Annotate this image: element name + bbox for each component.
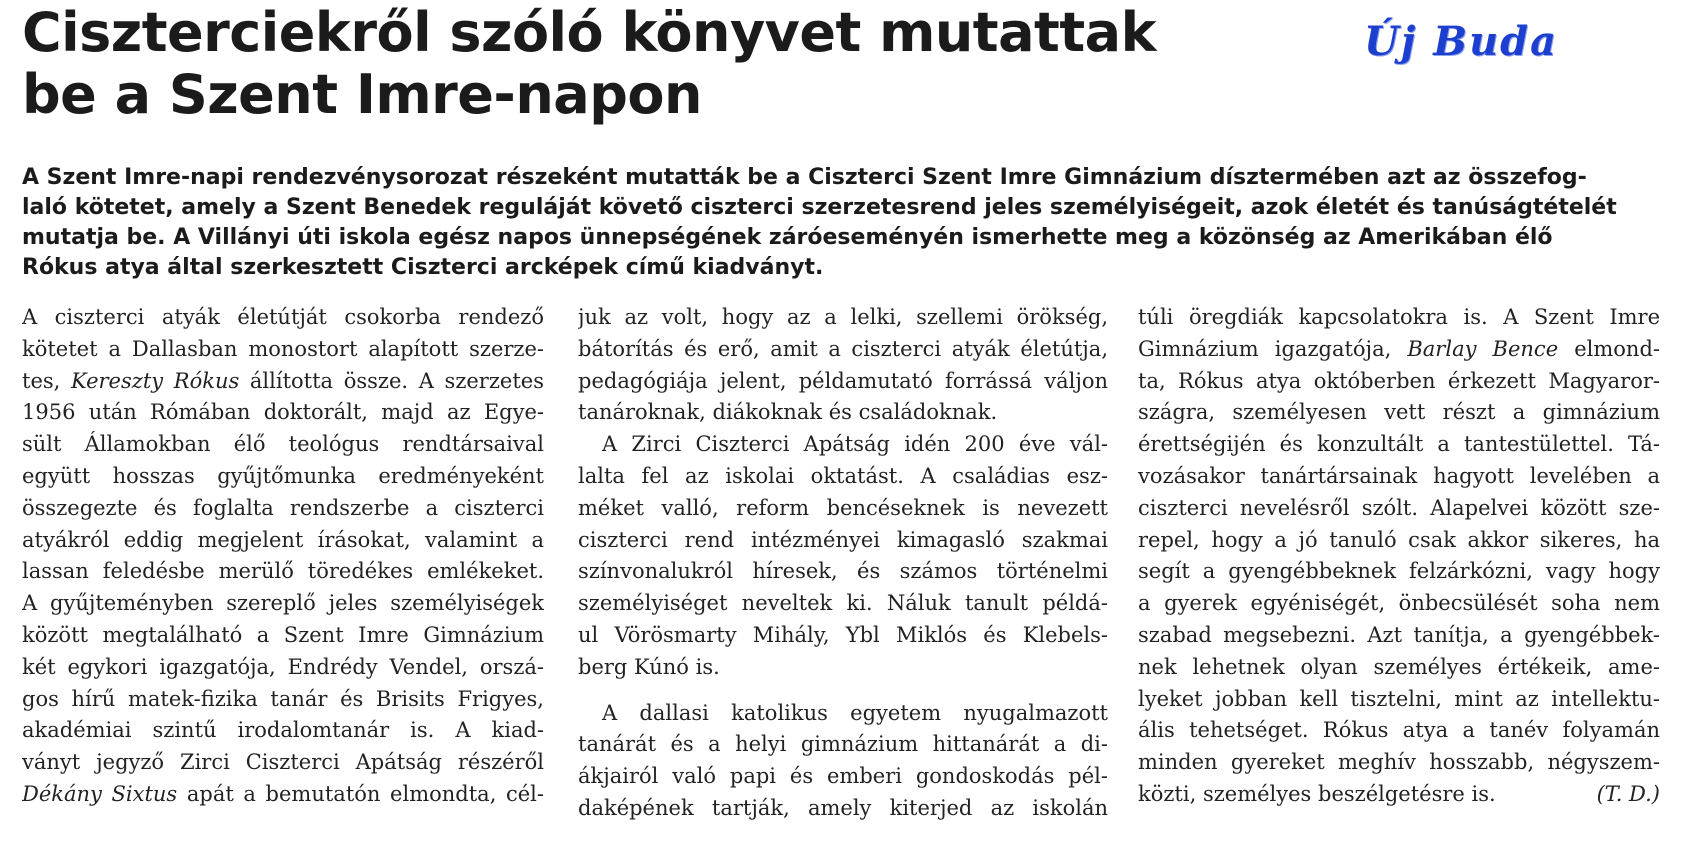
body-line: között megtalálható a Szent Imre Gimnázium — [22, 622, 544, 647]
body-column-1 — [22, 302, 544, 811]
body-line: atyákról eddig megjelent írásokat, valamint a — [22, 527, 544, 552]
body-line — [1138, 334, 1660, 366]
body-line: lyeket jobban kell tisztelni, mint az intellektu- — [1138, 686, 1660, 711]
body-line — [22, 366, 544, 398]
body-line: pedagógiája jelent, példamutató forrássá váljon — [578, 368, 1108, 393]
body-line: juk az volt, hogy az a lelki, szellemi örökség, — [578, 305, 1108, 329]
body-column-3 — [1138, 302, 1660, 811]
body-line: A gyűjteményben szereplő jeles személyiségek — [22, 591, 544, 616]
masthead-logo: Új Buda — [1364, 18, 1559, 65]
body-line: bátorítás és erő, amit a ciszterci atyák életútja, — [578, 336, 1108, 361]
body-line: ványt jegyző Zirci Ciszterci Apátság részéről — [22, 750, 544, 775]
body-line: lalta fel az iskolai oktatást. A családias esz- — [578, 463, 1108, 488]
body-line: ciszterci rend intézményei kimagasló szakmai — [578, 527, 1108, 552]
body-line: segít a gyengébbeknek felzárkózni, vagy hogy — [1138, 559, 1660, 584]
lead-line: A Szent Imre-napi rendezvénysorozat részeként mutatták be a Ciszterci Szent Imre Gimnázium dísztermében azt az összefog- — [22, 165, 1587, 190]
body-line: kötetet a Dallasban monostort alapított szerze- — [22, 336, 544, 361]
body-text: elmond- — [1558, 336, 1660, 361]
body-line: tanárát és a helyi gimnázium hittanárát a di- — [578, 732, 1108, 757]
body-line: tanároknak, diákoknak és családoknak. — [578, 400, 998, 425]
body-line: a gyerek egyéniségét, önbecsülését soha nem — [1138, 591, 1660, 616]
headline-line: be a Szent Imre-napon — [22, 63, 702, 126]
body-line: nek lehetnek olyan személyes értékeik, ame- — [1138, 654, 1660, 679]
body-line: szabad megsebezni. Azt tanítja, a gyengébbek- — [1138, 622, 1660, 647]
body-line: berg Kúnó is. — [578, 654, 720, 679]
person-name: Dékány Sixtus — [22, 781, 178, 806]
body-line: A Zirci Ciszterci Apátság idén 200 éve vál- — [602, 432, 1108, 457]
body-line: összegezte és foglalta rendszerbe a ciszterci — [22, 495, 544, 520]
body-line: túli öregdiák kapcsolatokra is. A Szent Imre — [1138, 305, 1660, 329]
body-line: személyiséget neveltek ki. Náluk tanult példá- — [578, 591, 1108, 616]
body-line — [22, 779, 544, 811]
article-headline — [22, 2, 1262, 126]
body-text: tes, — [22, 368, 71, 393]
body-column-2 — [578, 302, 1108, 825]
body-line: ális tehetséget. Rókus atya a tanév folyamán — [1138, 718, 1660, 743]
body-line: minden gyereket meghív hosszabb, négyszem- — [1138, 750, 1660, 775]
body-line: két egykori igazgatója, Endrédy Vendel, orszá- — [22, 654, 544, 679]
body-line: akadémiai szintű irodalomtanár is. A kiad- — [22, 718, 544, 743]
body-text: állította össze. A szerzetes — [239, 368, 544, 393]
body-line: méket valló, reform bencéseknek is nevezett — [578, 495, 1108, 520]
body-line: daképének tartják, amely kiterjed az iskolán — [578, 795, 1108, 820]
body-line: sült Államokban élő teológus rendtársaival — [22, 432, 544, 457]
body-line: együtt hosszas gyűjtőmunka eredményeként — [22, 463, 544, 488]
body-line: A ciszterci atyák életútját csokorba rendező — [22, 305, 544, 329]
body-line: ul Vörösmarty Mihály, Ybl Miklós és Klebels- — [578, 622, 1108, 647]
body-text: Gimnázium igazgatója, — [1138, 336, 1408, 361]
body-line: lassan feledésbe merülő töredékes emlékeket. — [22, 559, 544, 584]
lead-line: Rókus atya által szerkesztett Ciszterci arcképek című kiadványt. — [22, 255, 824, 280]
headline-line: Ciszterciekről szóló könyvet mutattak — [22, 1, 1157, 64]
person-name: Barlay Bence — [1407, 336, 1559, 361]
body-line: ciszterci nevelésről szólt. Alapelvei között sze- — [1138, 495, 1660, 520]
body-line: vozásakor tanártársainak hagyott levelében a — [1138, 463, 1660, 488]
lead-line: mutatja be. A Villányi úti iskola egész napos ünnepségének záróeseményén ismerhette meg a közönség az Amerikában élő — [22, 225, 1553, 250]
body-line: ta, Rókus atya októberben érkezett Magyaror- — [1138, 368, 1660, 393]
body-line: 1956 után Rómában doktorált, majd az Egye- — [22, 400, 544, 425]
body-line: ákjairól való papi és emberi gondoskodás pél- — [578, 764, 1108, 789]
lead-line: laló kötetet, amely a Szent Benedek reguláját követő ciszterci szerzetesrend jeles személyiségeit, azok életét és tanúságtételét — [22, 195, 1617, 220]
body-line: A dallasi katolikus egyetem nyugalmazott — [602, 700, 1108, 725]
body-line: szágra, személyesen vett részt a gimnázium — [1138, 400, 1660, 425]
body-line: gos hírű matek-fizika tanár és Brisits Frigyes, — [22, 686, 544, 711]
body-line: színvonalukról híresek, és számos történelmi — [578, 559, 1108, 584]
body-line: érettségijén és konzultált a tantestülettel. Tá- — [1138, 432, 1660, 457]
body-line: repel, hogy a jó tanuló csak akkor sikeres, ha — [1138, 527, 1660, 552]
body-line — [1138, 779, 1660, 811]
body-text: apát a bemutatón elmondta, cél- — [186, 781, 544, 806]
author-signature: (T. D.) — [1596, 781, 1660, 806]
body-text: közti, személyes beszélgetésre is. — [1138, 781, 1496, 806]
article-lead — [22, 163, 1672, 283]
author-name: Kereszty Rókus — [70, 368, 240, 393]
